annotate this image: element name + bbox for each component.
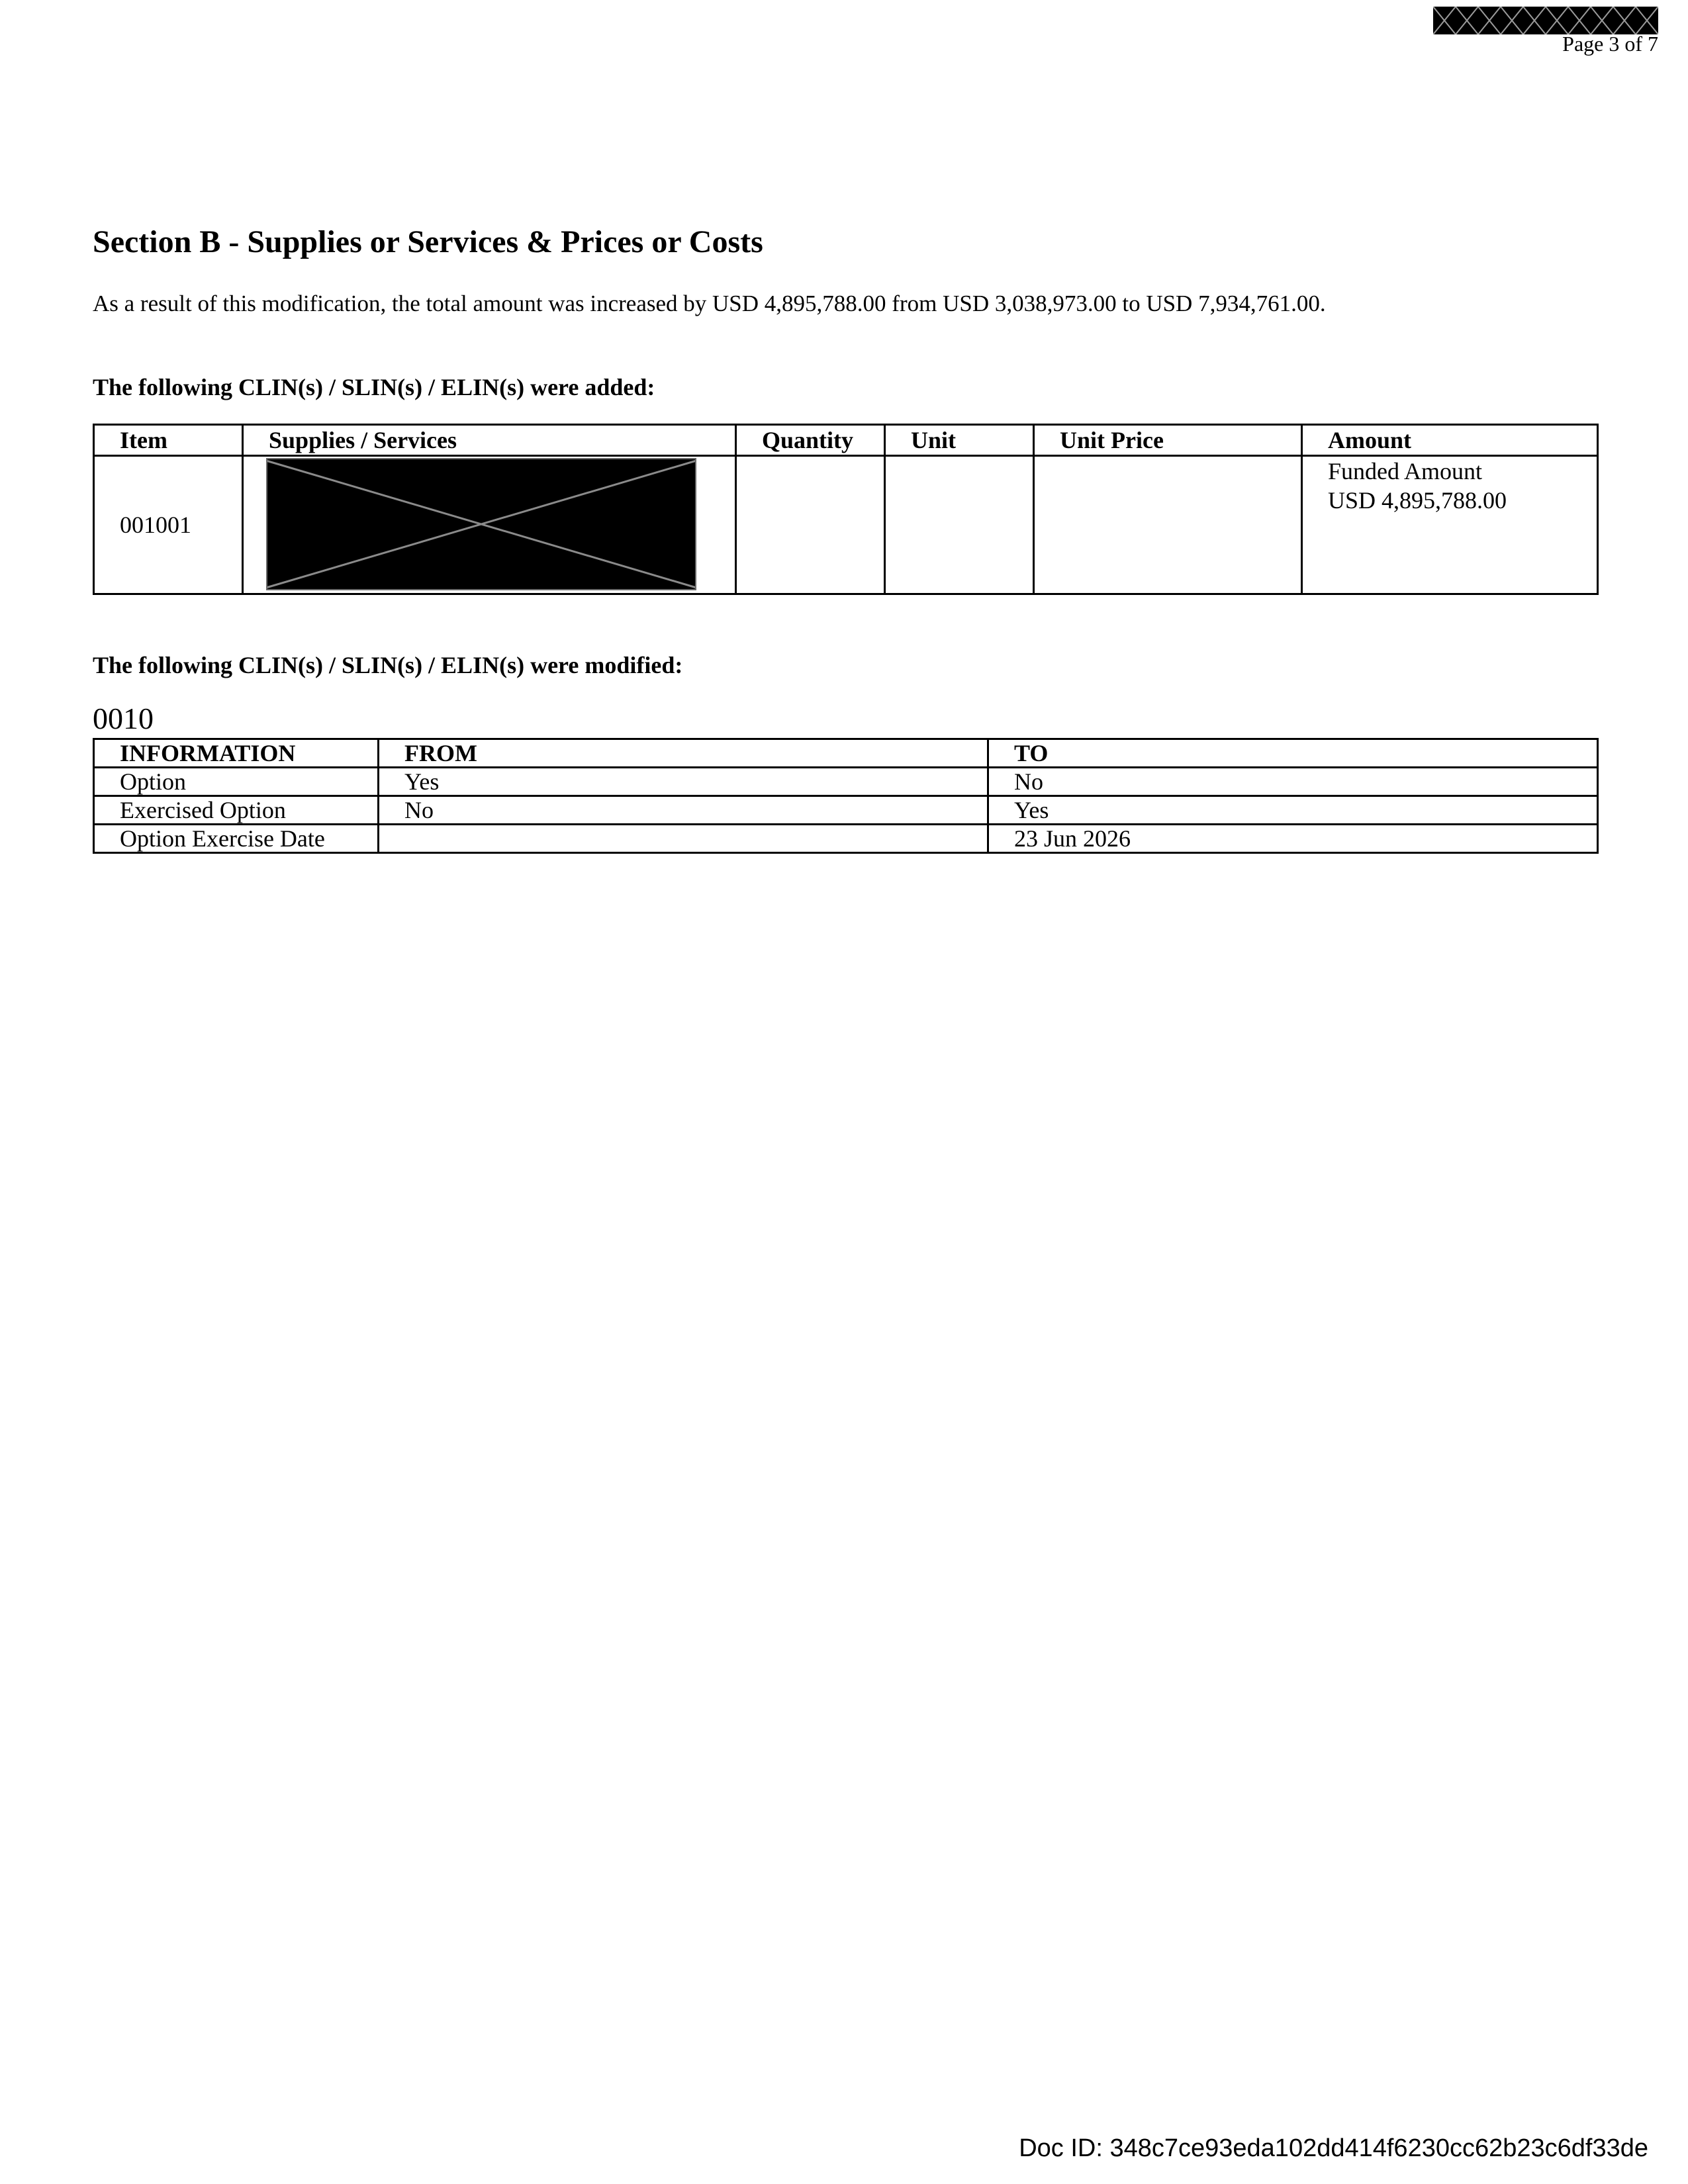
from-cell: Yes [379,768,988,796]
table-row [94,796,1598,825]
redacted-image-placeholder [266,458,696,590]
column-header-unit: Unit [885,425,1034,456]
unit-price-cell [1034,456,1302,594]
to-cell: 23 Jun 2026 [988,825,1598,853]
information-cell: Option [94,768,379,796]
table-row [94,456,1598,594]
column-header-from: FROM [379,739,988,768]
funded-amount-value: USD 4,895,788.00 [1328,487,1507,514]
page-number: Page 3 of 7 [1562,32,1658,56]
broken-image-x-icon [266,458,696,590]
clin-number: 0010 [93,702,154,735]
table-header-row [94,425,1598,456]
section-title: Section B - Supplies or Services & Prices or Costs [93,224,763,259]
table-row [94,768,1598,796]
amount-cell [1302,456,1598,594]
item-cell: 001001 [94,456,243,594]
added-clins-table [93,424,1599,595]
column-header-information: INFORMATION [94,739,379,768]
column-header-supplies: Supplies / Services [243,425,736,456]
column-header-amount: Amount [1302,425,1598,456]
funded-amount-label: Funded Amount [1328,458,1483,484]
modified-clins-table [93,738,1599,854]
from-cell [379,825,988,853]
table-header-row [94,739,1598,768]
to-cell: No [988,768,1598,796]
quantity-cell [736,456,885,594]
information-cell: Exercised Option [94,796,379,825]
column-header-quantity: Quantity [736,425,885,456]
to-cell: Yes [988,796,1598,825]
supplies-cell [243,456,736,594]
modified-clins-heading: The following CLIN(s) / SLIN(s) / ELIN(s) were modified: [93,652,683,678]
column-header-item: Item [94,425,243,456]
doc-id: Doc ID: 348c7ce93eda102dd414f6230cc62b23c6df33de [1019,2134,1648,2162]
modification-summary: As a result of this modification, the total amount was increased by USD 4,895,788.00 from USD 3,038,973.00 to USD 7,934,761.00. [93,291,1326,316]
information-cell: Option Exercise Date [94,825,379,853]
from-cell: No [379,796,988,825]
added-clins-heading: The following CLIN(s) / SLIN(s) / ELIN(s) were added: [93,374,655,400]
unit-cell [885,456,1034,594]
column-header-to: TO [988,739,1598,768]
column-header-unit-price: Unit Price [1034,425,1302,456]
table-row [94,825,1598,853]
